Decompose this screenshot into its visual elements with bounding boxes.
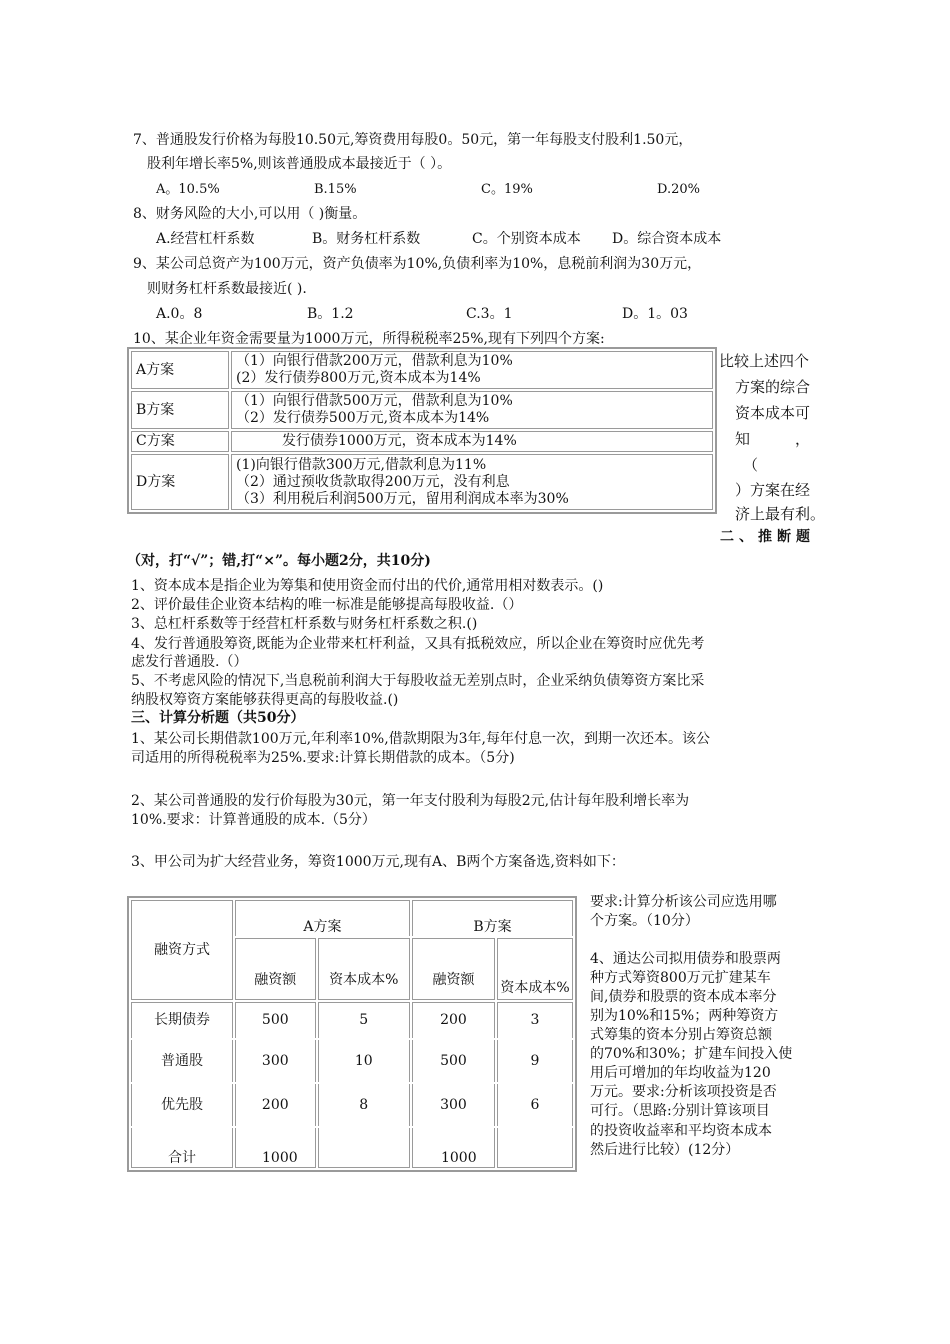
q8-option-b: B。财务杠杆系数 [312,231,421,247]
q10-side-line: 资本成本可 [735,404,811,422]
financing-table [127,896,577,1172]
table-cell [318,1128,410,1168]
plan-detail [231,454,713,510]
plan-row [131,391,713,429]
calc-q4-line: 别为10%和15%；两种筹资方 [590,1008,779,1024]
judgement-item: 纳股权筹资方案能够获得更高的每股收益.() [131,692,399,708]
section3-title: 三、计算分析题（共50分） [131,710,305,726]
plan-label: D方案 [131,454,229,510]
q10-side-line: 济上最有利。 [735,505,826,523]
plan-label: A方案 [131,351,229,389]
calc-q2-line: 10%.要求：计算普通股的成本.（5分） [131,812,376,828]
judgement-item: 4、发行普通股筹资,既能为企业带来杠杆利益，又具有抵税效应，所以企业在筹资时应优先考 [131,636,705,652]
q8-option-a: A.经营杠杆系数 [156,231,255,247]
table-cell: 6 [497,1084,573,1126]
plan-detail-line: （2）发行债券500万元,资本成本为14% [236,410,490,426]
calc-q4-line: 式筹集的资本分别占筹资总额 [590,1027,772,1043]
q9-option-a: A.0。8 [156,306,203,322]
plan-detail-line: （2）通过预收货款取得200万元，没有利息 [236,473,510,490]
q10-side-line: 知 ， [735,430,811,448]
q8-stem: 8、财务风险的大小,可以用（ )衡量。 [133,206,367,222]
calc-q4-line: 然后进行比较）(12分） [590,1142,740,1158]
q9-option-c: C.3。1 [466,306,513,322]
table-cell: 优先股 [131,1084,233,1126]
table-row [131,1128,573,1168]
calc-q4-line: 4、通达公司拟用债券和股票两 [590,951,781,967]
table-cell: 500 [235,1002,316,1038]
plan-row [131,351,713,389]
calc-q4-line: 的70%和30%；扩建车间投入使 [590,1046,793,1062]
q9-line2: 则财务杠杆系数最接近( ). [147,281,307,297]
table-cell: 200 [412,1002,495,1038]
plan-detail [231,391,713,429]
q9-option-d: D。1。03 [622,306,688,322]
q8-option-d: D。综合资本成本 [612,231,722,247]
calc-q2-line: 2、某公司普通股的发行价每股为30元，第一年支付股利为每股2元,估计每年股利增长率为 [131,793,690,809]
table-cell: 1000 [412,1128,495,1168]
calc-q4-line: 用后可增加的年均收益为120 [590,1065,771,1081]
calc-q4-line: 万元。要求:分析该项投资是否 [590,1084,777,1100]
plan-label: C方案 [131,431,229,452]
q7-option-b: B.15% [314,182,357,197]
table-cell [497,1128,573,1168]
table-cell: 200 [235,1084,316,1126]
q10-side-line: （ [743,456,759,474]
table-cell: 9 [497,1040,573,1082]
table-cell: 300 [412,1084,495,1126]
q10-stem: 10、某企业年资金需要量为1000万元，所得税税率25%,现有下列四个方案: [133,331,605,347]
calc-q3-requirement: 个方案。（10分） [590,913,699,929]
plan-detail [231,351,713,389]
judgement-item: 5、不考虑风险的情况下,当息税前利润大于每股收益无差别点时，企业采纳负债筹资方案比采 [131,673,705,689]
calc-q4-line: 可行。（思路:分别计算该项目 [590,1103,770,1119]
q10-side-line: 方案的综合 [735,378,811,396]
calc-q3-requirement: 要求:计算分析该公司应选用哪 [590,894,777,910]
table-header-amount: 融资额 [235,938,316,1000]
judgement-item: 3、总杠杆系数等于经营杠杆系数与财务杠杆系数之积.() [131,616,478,632]
table-header-plan-a: A方案 [235,900,410,936]
q7-option-c: C。19% [481,182,533,197]
plan-detail [231,431,713,452]
table-cell: 8 [318,1084,410,1126]
table-cell: 10 [318,1040,410,1082]
table-row [131,1084,573,1126]
q9-option-b: B。1.2 [307,306,354,322]
judgement-item: 虑发行普通股.（） [131,654,248,670]
table-cell: 1000 [235,1128,316,1168]
section2-instructions: （对，打“√”；错,打“×”。每小题2分，共10分) [127,553,431,569]
table-cell: 5 [318,1002,410,1038]
table-cell: 500 [412,1040,495,1082]
table-cell: 长期债券 [131,1002,233,1038]
table-header-corner: 融资方式 [131,900,233,1000]
calc-q3-stem: 3、甲公司为扩大经营业务，筹资1000万元,现有A、B两个方案备选,资料如下： [131,854,625,870]
table-cell: 3 [497,1002,573,1038]
calc-q4-line: 种方式筹资800万元扩建某车 [590,970,771,986]
table-header-cost: 资本成本% [318,938,410,1000]
q7-line1: 7、普通股发行价格为每股10.50元,筹资费用每股0。50元，第一年每股支付股利1.50元， [133,132,693,148]
q10-side-line: ）方案在经 [735,481,811,499]
judgement-item: 1、资本成本是指企业为筹集和使用资金而付出的代价,通常用相对数表示。() [131,578,604,594]
calc-q1-line: 司适用的所得税税率为25%.要求:计算长期借款的成本。（5分) [131,750,515,766]
q10-side-line: 比较上述四个 [719,352,810,370]
table-cell: 300 [235,1040,316,1082]
table-header-row [131,900,573,936]
plan-detail-line: (1)向银行借款300万元,借款利息为11% [236,456,487,473]
plan-detail-line: （3）利用税后利润500万元，留用利润成本率为30% [236,490,569,507]
q7-option-d: D.20% [657,182,700,197]
plan-label: B方案 [131,391,229,429]
table-header-plan-b: B方案 [412,900,573,936]
plan-row [131,454,713,510]
table-cell: 普通股 [131,1040,233,1082]
plans-table [127,347,717,514]
calc-q4-line: 间,债券和股票的资本成本率分 [590,989,777,1005]
q7-line2: 股利年增长率5%,则该普通股成本最接近于（ ）。 [147,156,452,172]
plan-detail-line: (2）发行债券800万元,资本成本为14% [236,370,481,386]
q8-option-c: C。个别资本成本 [472,231,581,247]
table-row [131,1002,573,1038]
plan-detail-line: 发行债券1000万元，资本成本为14% [282,433,517,449]
judgement-item: 2、评价最佳企业资本结构的唯一标准是能够提高每股收益.（） [131,597,523,613]
q7-option-a: A。10.5% [156,182,220,197]
table-header-cost: 资本成本% [497,938,573,1000]
calc-q1-line: 1、某公司长期借款100万元,年利率10%,借款期限为3年,每年付息一次，到期一次还本。该公 [131,731,711,747]
section2-title: 二、推断题 [720,529,815,545]
plan-row [131,431,713,452]
q9-line1: 9、某公司总资产为100万元，资产负债率为10%,负债利率为10%，息税前利润为30万元， [133,256,702,272]
table-row [131,1040,573,1082]
plan-detail-line: （1）向银行借款200万元，借款利息为10% [236,353,513,369]
table-header-amount: 融资额 [412,938,495,1000]
plan-detail-line: （1）向银行借款500万元，借款利息为10% [236,393,513,409]
calc-q4-line: 的投资收益率和平均资本成本 [590,1123,772,1139]
table-cell: 合计 [131,1128,233,1168]
